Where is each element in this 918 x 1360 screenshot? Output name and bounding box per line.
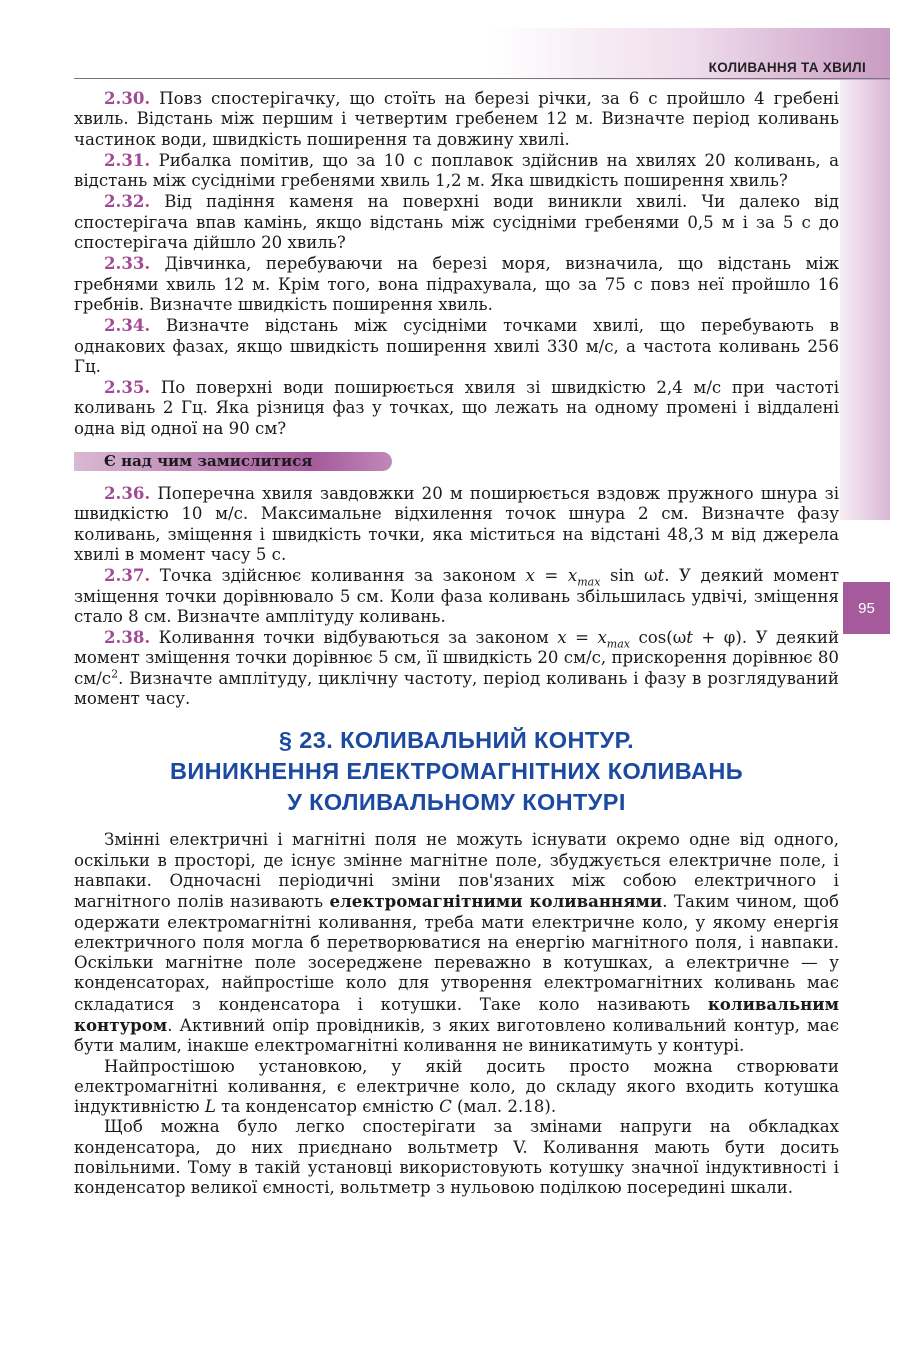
text: . Таким чином, щоб одержати електромагнітні коливання, треба мати електричне коло, у якому енергія електричного поля могла б перетворюватися на енергію магнітного поля, і навпаки. Оскільки магнітне поле зосереджене переважно в котушках, а електричне — у конденсаторах, найпростіше коло для утворення електромагнітних коливань має складатися з конденсатора і котушки. Таке коло називають [74, 892, 839, 1014]
text: (мал. 2.18). [451, 1097, 557, 1117]
superscript: 2 [111, 667, 119, 681]
problem-2-35 [74, 377, 839, 439]
problem-2-34 [74, 315, 839, 377]
formula-eq: = [534, 566, 568, 586]
formula-xmax: x [567, 566, 578, 586]
page-number-tab: 95 [843, 582, 890, 634]
formula-rest: + φ) [692, 628, 742, 648]
section-title [74, 725, 839, 818]
problem-number: 2.30. [104, 88, 151, 108]
problem-text-pre: Коливання точки відбуваються за законом [158, 628, 558, 648]
problem-text: По поверхні води поширюється хвиля зі швидкістю 2,4 м/с при частоті коливань 2 Гц. Яка різниця фаз у точках, що лежать на одному промені і віддалені одна від одної на 90 см? [74, 378, 839, 438]
problem-text-pre: Точка здійснює коливання за законом [159, 566, 526, 586]
problem-2-30 [74, 88, 839, 150]
problem-text: Повз спостерігачку, що стоїть на березі річки, за 6 с пройшло 4 гребені хвиль. Відстань між першим і четвертим гребенем 12 м. Визначте період коливань частинок води, швидкість поширення та довжину хвилі. [74, 89, 839, 149]
symbol-L: L [204, 1097, 216, 1117]
formula-x: x [557, 628, 567, 648]
problem-2-37 [74, 565, 839, 627]
problem-number: 2.31. [104, 149, 151, 170]
text: . Активний опір провідників, з яких виготовлено коливальний контур, має бути малим, інакше електромагнітні коливання не виникатимуть у контурі. [74, 1015, 839, 1056]
formula-fn: sin ω [600, 566, 658, 586]
formula-fn: cos(ω [630, 628, 687, 648]
formula-xmax: x [597, 628, 607, 648]
term-oscillating-circuit: коливальним контуром [74, 993, 839, 1035]
term-em-oscillations: електромагнітними коливаннями [329, 891, 663, 912]
formula-t: t [657, 566, 665, 586]
formula-t: t [686, 628, 693, 648]
text: Змінні електричні і магнітні поля не можуть існувати окремо одне від одного, оскільки в просторі, де існує змінне магнітне поле, збуджується електричне поле, і навпаки. Одночасні періодичні зміни пов'язаних між собою електричного і магнітного полів називають [74, 830, 839, 912]
body-paragraph-2 [74, 1057, 839, 1118]
problem-text-mid: . У деякий момент зміщення точки дорівнює 5 см, її швидкість 20 см/с, прискорення дорівнює 80 см/с [74, 628, 840, 688]
problem-text: Поперечна хвиля завдовжки 20 м поширюється вздовж пружного шнура зі швидкістю 10 м/с. Максимальне відхилення точок шнура 2 см. Визначте фазу коливань, зміщення і швидкість точки, яка міститься на відстані 48,3 м від джерела хвилі в момент часу 5 с. [74, 484, 840, 564]
problem-number: 2.35. [104, 377, 151, 398]
problem-number: 2.37. [104, 565, 151, 586]
body-paragraph-1 [74, 830, 839, 1056]
problem-number: 2.34. [104, 315, 151, 336]
problem-number: 2.32. [104, 191, 151, 212]
body-paragraph-3: Щоб можна було легко спостерігати за змінами напруги на обкладках конденсатора, до них приєднано вольтметр V. Коливання мають бути досить повільними. Тому в такій установці використовують котушку значної індуктивності і конденсатор великої ємності, вольтметр з нульовою поділкою посередині шкали. [74, 1117, 839, 1198]
problem-text: Визначте відстань між сусідніми точками хвилі, що перебувають в однакових фазах, якщо швидкість поширення хвилі 330 м/с, а частота коливань 256 Гц. [74, 316, 839, 376]
problem-text: Рибалка помітив, що за 10 с поплавок здійснив на хвилях 20 коливань, а відстань між сусідніми гребенями хвиль 1,2 м. Яка швидкість поширення хвиль? [74, 150, 839, 191]
problem-2-38 [74, 627, 839, 709]
page-content [74, 88, 839, 1199]
header-rule [74, 78, 890, 79]
problem-2-31 [74, 150, 839, 192]
problem-2-33 [74, 253, 839, 315]
problem-number: 2.38. [104, 627, 151, 648]
problem-2-32 [74, 191, 839, 253]
formula-x: x [525, 566, 535, 586]
section-title-line-2: ВИНИКНЕННЯ ЕЛЕКТРОМАГНІТНИХ КОЛИВАНЬ [169, 758, 744, 785]
text: та конденсатор ємністю [215, 1097, 440, 1117]
formula-sub: max [577, 575, 601, 589]
formula-sub: max [606, 637, 630, 651]
problem-text: Від падіння каменя на поверхні води виникли хвилі. Чи далеко від спостерігача впав камінь, якщо відстань між сусідніми гребенями 0,5 м і за 5 с до спостерігача дійшло 20 хвиль? [74, 192, 839, 253]
text: Найпростішою установкою, у якій досить просто можна створювати електромагнітні коливання, є електричне коло, до складу якого входить котушка індуктивністю [74, 1056, 839, 1117]
think-heading-bar [74, 452, 392, 471]
symbol-C: C [439, 1097, 452, 1117]
formula-eq: = [566, 628, 598, 648]
running-title: КОЛИВАННЯ ТА ХВИЛІ [708, 60, 866, 75]
problem-number: 2.36. [104, 483, 151, 504]
problem-text: Дівчинка, перебуваючи на березі моря, визначила, що відстань між гребнями хвиль 12 м. Крім того, вона підрахувала, що за 75 с повз неї пройшло 16 гребнів. Визначте швидкість поширення хвиль. [74, 254, 839, 314]
problem-2-36 [74, 483, 839, 565]
think-heading-label: Є над чим замислитися [104, 452, 313, 471]
section-title-line-1: § 23. КОЛИВАЛЬНИЙ КОНТУР. [278, 727, 635, 754]
problem-number: 2.33. [104, 253, 151, 274]
problem-text-post: . Визначте амплітуду, циклічну частоту, період коливань і фазу в розглядуваний момент часу. [74, 668, 839, 709]
problem-text-post: . У деякий момент зміщення точки дорівнювало 5 см. Коли фаза коливань збільшилась удвічі, зміщення стало 8 см. Визначте амплітуду коливань. [74, 566, 840, 626]
section-title-line-3: У КОЛИВАЛЬНОМУ КОНТУРІ [287, 789, 626, 816]
side-gradient-band [840, 80, 890, 520]
